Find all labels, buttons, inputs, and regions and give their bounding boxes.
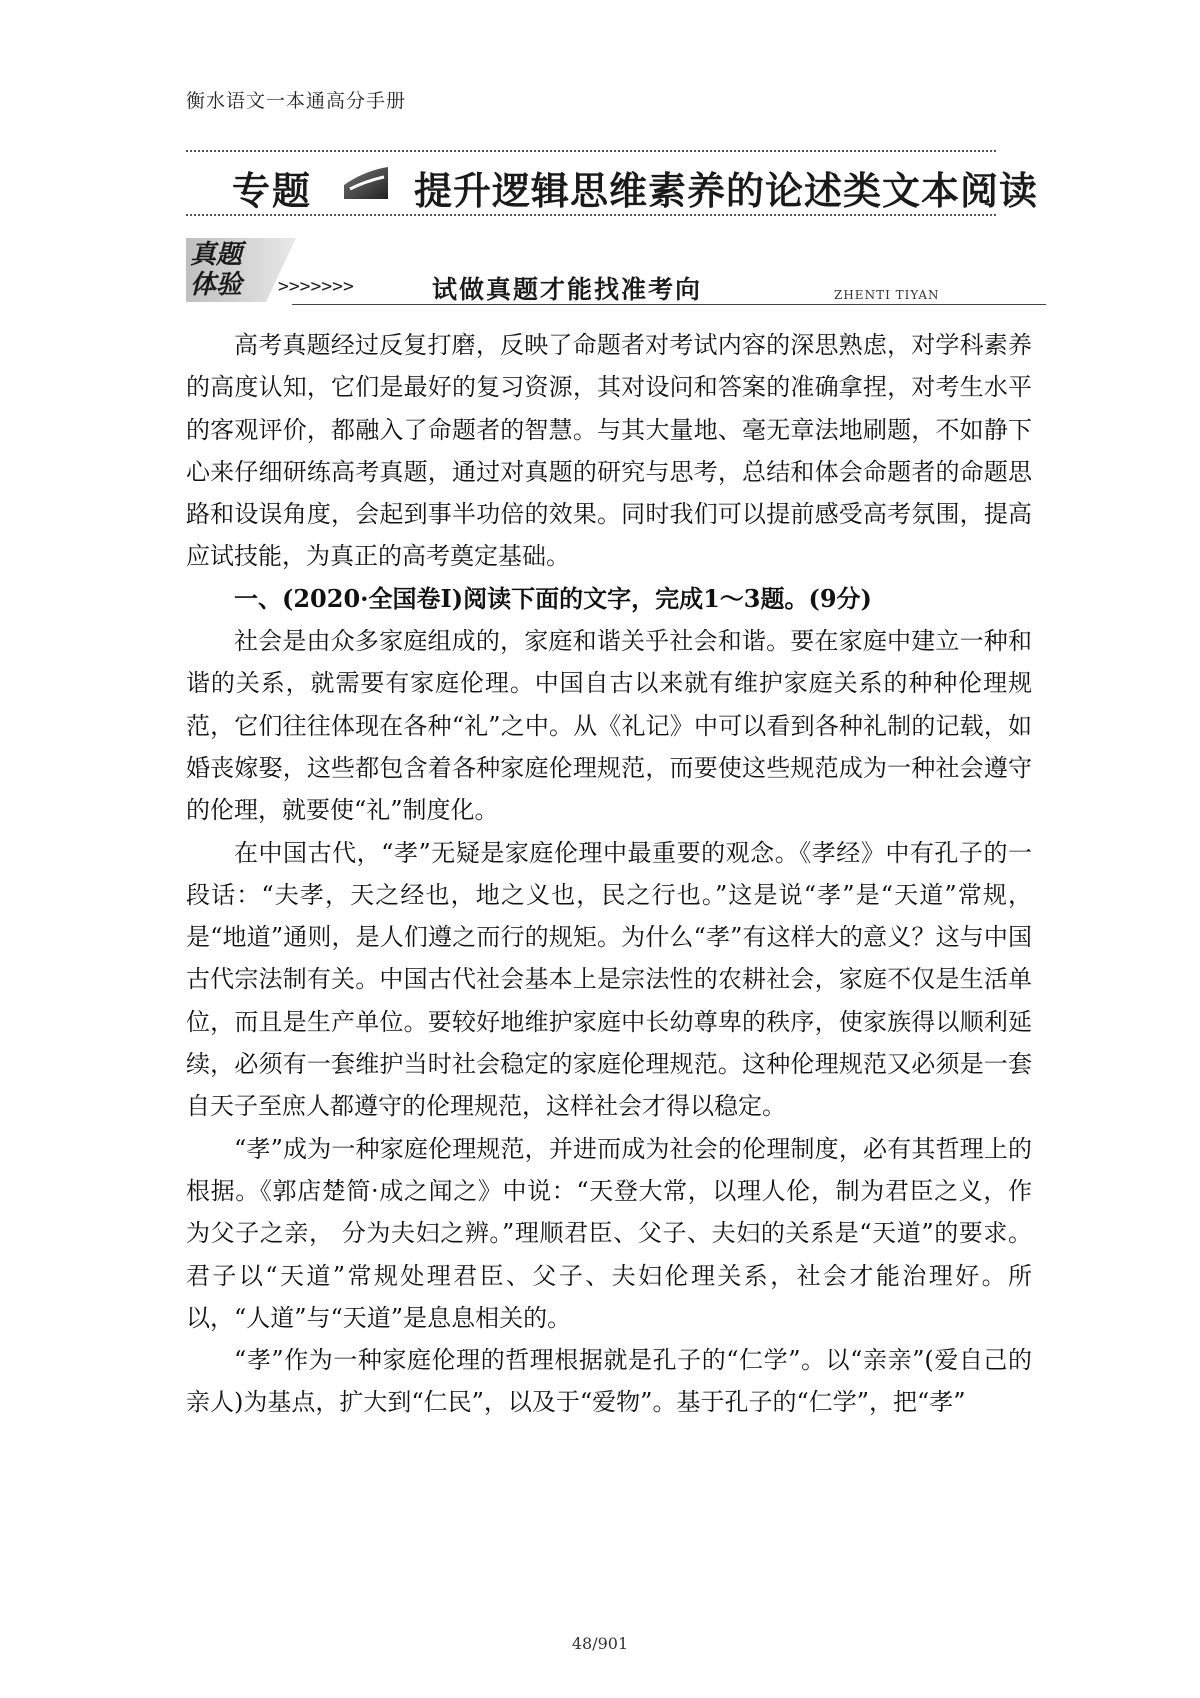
passage-paragraph-4: “孝”作为一种家庭伦理的哲理根据就是孔子的“仁学”。以“亲亲”(爱自己的亲人)为基点，扩大到“仁民”，以及于“爱物”。基于孔子的“仁学”，把“孝”: [186, 1346, 1032, 1417]
section-divider: [292, 304, 1046, 305]
passage-paragraph-3: “孝”成为一种家庭伦理规范，并进而成为社会的伦理制度，必有其哲理上的根据。《郭店楚简·成之闻之》中说：“天登大常，以理人伦，制为君臣之义，作为父子之亲， 分为夫妇之辨。”理顺君臣、父子、夫妇的关系是“天道”的要求。君子以“天道”常规处理君臣、父子、夫妇伦理关系，社会才能治理好。所以，“人道”与“天道”是息息相关的。: [186, 1134, 1032, 1332]
topic-title: 提升逻辑思维素养的论述类文本阅读: [414, 169, 1039, 213]
passage-paragraph-2: 在中国古代，“孝”无疑是家庭伦理中最重要的观念。《孝经》中有孔子的一段话：“夫孝，天之经也，地之义也，民之行也。”这是说“孝”是“天道”常规，是“地道”通则，是人们遵之而行的规矩。为什么“孝”有这样大的意义？这与中国古代宗法制有关。中国古代社会基本上是宗法性的农耕社会，家庭不仅是生活单位，而且是生产单位。要较好地维护家庭中长幼尊卑的秩序，使家族得以顺利延续，必须有一套维护当时社会稳定的家庭伦理规范。这种伦理规范又必须是一套自天子至庶人都遵守的伦理规范，这样社会才得以稳定。: [186, 838, 1032, 1121]
section-badge-line2: 体验: [190, 270, 243, 300]
book-header: 衡水语文一本通高分手册: [186, 90, 407, 112]
section-title: 试做真题才能找准考向: [432, 275, 703, 304]
section-english-label: ZHENTI TIYAN: [834, 288, 940, 302]
topic-banner: [186, 150, 1039, 216]
topic-label: 专题: [232, 169, 313, 213]
section-badge-line1: 真题: [190, 240, 243, 270]
passage-paragraph-1: 社会是由众多家庭组成的，家庭和谐关乎社会和谐。要在家庭中建立一种和谐的关系，就需要有家庭伦理。中国自古以来就有维护家庭关系的种种伦理规范，它们往往体现在各种“礼”之中。从《礼记》中可以看到各种礼制的记载，如婚丧嫁娶，这些都包含着各种家庭伦理规范，而要使这些规范成为一种社会遵守的伦理，就要使“礼”制度化。: [186, 627, 1032, 825]
topic-number-badge-icon: [344, 165, 388, 199]
section-badge: [190, 240, 242, 300]
intro-paragraph: 高考真题经过反复打磨，反映了命题者对考试内容的深思熟虑，对学科素养的高度认知，它们是最好的复习资源，其对设问和答案的准确拿捏，对考生水平的客观评价，都融入了命题者的智慧。与其大量地、毫无章法地刷题，不如静下心来仔细研练高考真题，通过对真题的研究与思考，总结和体会命题者的命题思路和设误角度，会起到事半功倍的效果。同时我们可以提前感受高考氛围，提高应试技能，为真正的高考奠定基础。: [186, 331, 1032, 571]
section-banner: [186, 238, 1046, 302]
question-heading: 一、(2020·全国卷Ⅰ)阅读下面的文字，完成1～3题。(9分): [234, 583, 872, 613]
article-body: [186, 324, 1032, 1424]
section-arrows: >>>>>>>: [278, 276, 354, 297]
page-number: 48/901: [571, 1634, 629, 1653]
